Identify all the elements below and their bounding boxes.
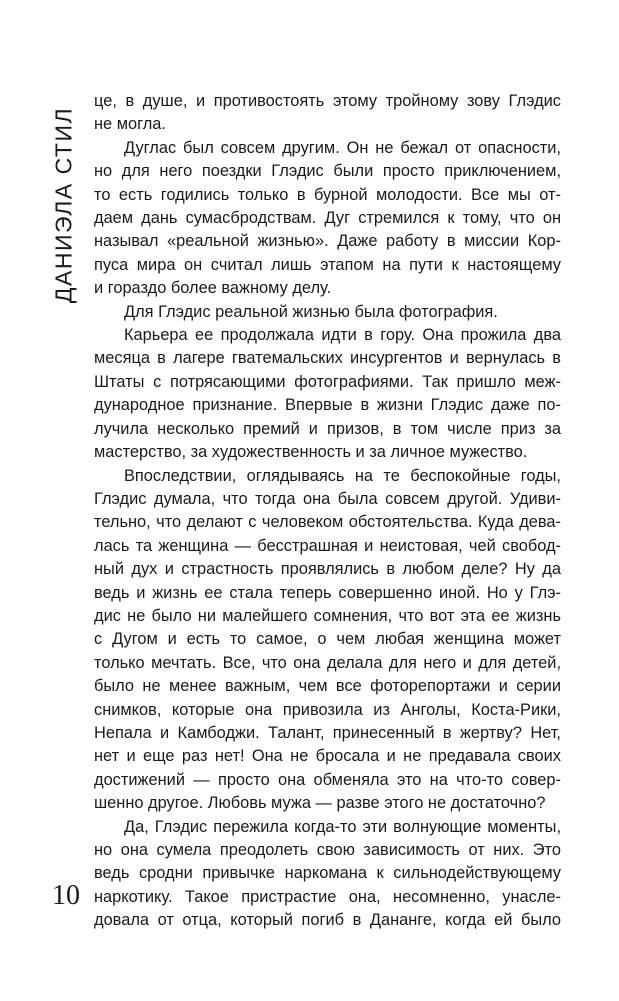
text-line: лучила несколько премий и призов, в том числе приз за — [94, 419, 561, 438]
text-line: даем дань сумасбродствам. Дуг стремился к тому, что он — [94, 209, 561, 228]
text-line: и гораздо более важному делу. — [94, 279, 332, 298]
text-line: шенно другое. Любовь мужа — разве этого не достаточно? — [94, 794, 546, 813]
text-line: мастерство, за художественность и за личное мужество. — [94, 443, 528, 462]
text-line: Впоследствии, оглядываясь на те беспокойные годы, — [124, 466, 561, 485]
text-line: Для Глэдис реальной жизнью была фотография. — [124, 302, 498, 321]
text-line: было не менее важным, чем все фоторепортажи и серии — [94, 677, 561, 696]
body-text — [94, 90, 561, 933]
text-line: Непала и Камбоджи. Талант, принесенный в жертву? Нет, — [94, 723, 561, 742]
text-line: но для него поездки Глэдис были просто приключением, — [94, 162, 561, 181]
text-line: пуса мира он считал лишь этапом на пути к настоящему — [94, 255, 561, 274]
text-line: тельно, что делают с человеком обстоятельства. Куда дева- — [94, 513, 561, 532]
text-line: нет и еще раз нет! Она не бросала и не предавала своих — [94, 747, 561, 766]
text-line: Карьера ее продолжала идти в гору. Она прожила два — [124, 326, 561, 345]
running-head-text: ДАНИЭЛА СТИЛ — [50, 106, 77, 304]
text-line: с Дугом и есть то самое, о чем любая женщина может — [94, 630, 561, 649]
text-line: снимков, которые она привозила из Анголы, Коста-Рики, — [94, 700, 561, 719]
running-head — [44, 100, 84, 310]
page-number: 10 — [52, 880, 80, 911]
text-line: называл «реальной жизнью». Даже работу в миссии Кор- — [94, 232, 561, 251]
text-line: не могла. — [94, 115, 166, 134]
text-line: лась та женщина — бесстрашная и неистовая, чей свобод- — [94, 536, 561, 555]
text-line: Да, Глэдис пережила когда-то эти волнующие моменты, — [124, 817, 561, 836]
text-line: Глэдис думала, что тогда она была совсем другой. Удиви- — [94, 489, 561, 508]
text-line: достижений — просто она обменяла это на что-то совер- — [94, 770, 561, 789]
text-line: довала от отца, который погиб в Дананге, когда ей было — [94, 911, 561, 930]
text-line: ведь сродни привычке наркомана к сильнодействующему — [94, 864, 561, 883]
text-line: дис не было ни малейшего сомнения, что вот эта ее жизнь — [94, 606, 561, 625]
text-line: це, в душе, и противостоять этому тройному зову Глэдис — [94, 92, 561, 110]
text-line: то есть годились только в бурной молодости. Все мы от- — [94, 185, 561, 204]
text-line: Штаты с потрясающими фотографиями. Так пришло меж- — [94, 372, 561, 391]
text-line: месяца в лагере гватемальских инсургентов и вернулась в — [94, 349, 561, 368]
text-line: ный дух и страстность проявлялись в любом деле? Ну да — [94, 560, 561, 579]
text-line: только мечтать. Все, что она делала для него и для детей, — [94, 653, 561, 672]
text-line: Дуглас был совсем другим. Он не бежал от опасности, — [124, 138, 561, 157]
text-line: ведь и жизнь ее стала теперь совершенно иной. Но у Глэ- — [94, 583, 561, 602]
text-line: наркотику. Такое пристрастие она, несомненно, унасле- — [94, 887, 561, 906]
text-line: дународное признание. Впервые в жизни Глэдис даже по- — [94, 396, 561, 415]
text-line: но она сумела преодолеть свою зависимость от них. Это — [94, 841, 561, 859]
